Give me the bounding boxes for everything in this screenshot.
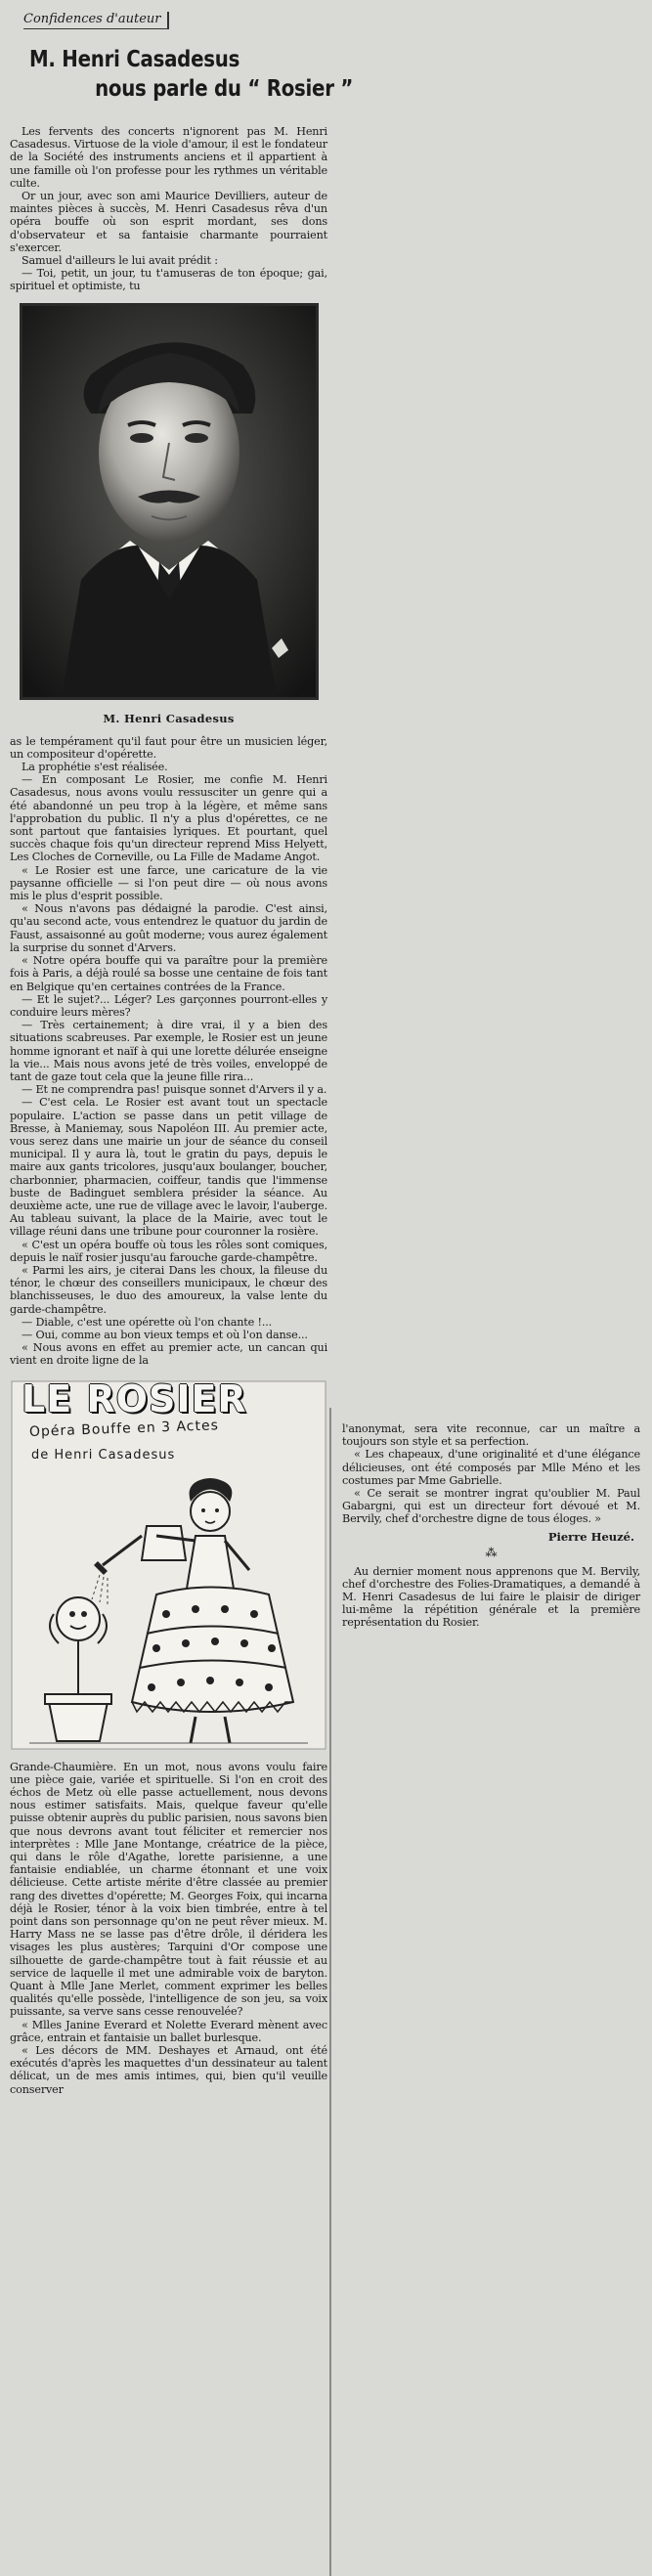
poster-subtitle: Opéra Bouffe en 3 Actes bbox=[28, 1417, 220, 1440]
rubric-label: Confidences d'auteur bbox=[23, 12, 169, 29]
intro-paragraph: — Toi, petit, un jour, tu t'amuseras de ton époque; gai, spirituel et optimiste, tu bbox=[10, 267, 327, 293]
portrait-photo bbox=[20, 303, 319, 700]
postscript-paragraph: Au dernier moment nous apprenons que M. Bervily, chef d'orchestre des Folies-Dramatiques, a demandé à M. Henri Casadesus de lui faire le plaisir de diriger lui-même la répétition générale et la première représentation du Rosier. bbox=[342, 1564, 640, 1630]
intro-paragraph: Les fervents des concerts n'ignorent pas M. Henri Casadesus. Virtuose de la viole d'amour, il est le fondateur de la Société des instruments anciens et il appartient à une famille où l'on professe pour les rythmes un véritable culte. bbox=[10, 125, 327, 190]
column-divider bbox=[329, 1408, 331, 2576]
body-paragraph: « Mlles Janine Everard et Nolette Everard mènent avec grâce, entrain et fantaisie un ballet burlesque. bbox=[10, 2018, 327, 2044]
headline bbox=[29, 45, 354, 104]
poster-author-name: Henri Casadesus bbox=[54, 1447, 176, 1463]
body-paragraph: — En composant Le Rosier, me confie M. Henri Casadesus, nous avons voulu ressusciter un genre qui a été abandonné un peu trop à la légère, et même sans l'approbation du public. Il n'y a plus d'opérettes, ce ne sont partout que fantaisies lyriques. Et pourtant, quel succès chaque fois qu'un directeur reprend Miss Helyett, Les Cloches de Corneville, ou La Fille de Madame Angot. bbox=[10, 773, 327, 864]
poster-author bbox=[31, 1448, 175, 1463]
body-paragraph: — Et ne comprendra pas! puisque sonnet d'Arvers il y a. bbox=[22, 1083, 327, 1097]
body-paragraph: « Notre opéra bouffe qui va paraître pour la première fois à Paris, a déjà roulé sa bosse une centaine de fois tant en Belgique qu'en certaines contrées de la France. bbox=[10, 954, 327, 993]
body-paragraph: « Nous n'avons pas dédaigné la parodie. C'est ainsi, qu'au second acte, vous entendrez le quatuor du jardin de Faust, assaisonné au goût moderne; vous aurez également la surprise du sonnet d'Arvers. bbox=[10, 902, 327, 954]
body-paragraph: Grande-Chaumière. En un mot, nous avons voulu faire une pièce gaie, variée et spirituelle. Si l'on en croit des échos de Metz où elle passe actuellement, nous devons nous estimer satisfaits. Mais, quelque faveur qu'elle puisse obtenir auprès du public parisien, nous savons bien que nous devrons avant tout féliciter et remercier nos interprètes : Mlle Jane Montange, créatrice de la pièce, qui dans le rôle d'Agathe, lorette parisienne, a une fantaisie endiablée, un charme étonnant et une voix délicieuse. Cette artiste mérite d'être classée au premier rang des divettes d'opérette; M. Georges Foix, qui incarna déjà le Rosier, ténor à la voix bien timbrée, entre à tel point dans son personnage qu'on ne peut rêver mieux. M. Harry Mass ne se lasse pas d'être drôle, il déridera les visages les plus austères; Tarquini d'Or compose une silhouette de garde-champêtre tout à fait réussie et au service de laquelle il met une admirable voix de baryton. Quant à Mlle Jane Merlet, comment exprimer les belles qualités qu'elle possède, l'intelligence de son jeu, sa voix puissante, sa verve sans cesse renouvelée? bbox=[10, 1760, 327, 2019]
headline-line-1: M. Henri Casadesus bbox=[29, 47, 240, 72]
body-paragraph: « Les décors de MM. Deshayes et Arnaud, ont été exécutés d'après les maquettes d'un dessinateur au talent délicat, un de mes amis intimes, qui, bien qu'il veuille conserver bbox=[10, 2044, 327, 2096]
asterism-divider: ⁂ bbox=[485, 1545, 498, 1559]
intro-paragraph: Or un jour, avec son ami Maurice Devilliers, auteur de maintes pièces à succès, M. Henri Casadesus rêva d'un opéra bouffe où son esprit mordant, ses dons d'observateur et sa fantaisie charmante pourraient s'exercer. bbox=[10, 190, 327, 254]
headline-line-2: nous parle du “ Rosier ” bbox=[95, 76, 354, 102]
author-signature: Pierre Heuzé. bbox=[547, 1529, 634, 1544]
body-paragraph: as le tempérament qu'il faut pour être un musicien léger, un compositeur d'opérette. bbox=[10, 734, 327, 761]
le-rosier-poster bbox=[10, 1376, 327, 1751]
left-column bbox=[10, 0, 354, 2576]
poster-title: LE ROSIER bbox=[22, 1376, 247, 1420]
body-paragraph: « Parmi les airs, je citerai Dans les choux, la fileuse du ténor, le chœur des conseillers municipaux, le chœur des blanchisseuses, le duo des amoureux, la valse lente du garde-champêtre. bbox=[10, 1263, 327, 1316]
continuation-paragraph: « Ce serait se montrer ingrat qu'oublier M. Paul Gabargni, qui est un directeur fort dévoué et M. Bervily, chef d'orchestre digne de tous éloges. » bbox=[342, 1487, 640, 1526]
body-paragraph: — Et le sujet?... Léger? Les garçonnes pourront-elles y conduire leurs mères? bbox=[10, 992, 327, 1019]
body-paragraph: « C'est un opéra bouffe où tous les rôles sont comiques, depuis le naïf rosier jusqu'au farouche garde-champêtre. bbox=[10, 1238, 327, 1264]
poster-author-prefix: de bbox=[31, 1447, 50, 1463]
body-paragraph: — Diable, c'est une opérette où l'on chante !... bbox=[22, 1315, 273, 1329]
body-paragraph: — Oui, comme au bon vieux temps et où l'on danse... bbox=[22, 1328, 308, 1341]
intro-paragraph: Samuel d'ailleurs le lui avait prédit : bbox=[22, 254, 218, 268]
body-paragraph: — C'est cela. Le Rosier est avant tout un spectacle populaire. L'action se passe dans un petit village de Bresse, à Maniemay, sous Napoléon III. Au premier acte, vous serez dans une mairie un jour de séance du conseil municipal. Il y aura là, tout le gratin du pays, depuis le maire aux gants tricolores, jusqu'aux boulanger, boucher, charbonnier, pharmacien, coiffeur, tandis que l'immense buste de Badinguet semblera présider la séance. Au deuxième acte, une rue de village avec le lavoir, l'auberge. Au tableau suivant, la place de la Mairie, avec tout le village réuni dans une tribune pour couronner la rosière. bbox=[10, 1096, 327, 1239]
body-paragraph: — Très certainement; à dire vrai, il y a bien des situations scabreuses. Par exemple, le Rosier est un jeune homme ignorant et naïf à qui une lorette délurée enseigne la vie... Mais nous avons jeté de très voiles, enveloppé de tant de gaze tout cela que la jeune fille rira... bbox=[10, 1019, 327, 1083]
body-paragraph: « Nous avons en effet au premier acte, un cancan qui vient en droite ligne de la bbox=[10, 1341, 327, 1368]
body-paragraph: « Le Rosier est une farce, une caricature de la vie paysanne officielle — si l'on peut dire — où nous avons mis le plus d'esprit possible. bbox=[10, 863, 327, 903]
continuation-paragraph: l'anonymat, sera vite reconnue, car un maître a toujours son style et sa perfection. bbox=[342, 1422, 640, 1449]
continuation-paragraph: « Les chapeaux, d'une originalité et d'une élégance délicieuses, ont été composés par Mlle Méno et les costumes par Mme Gabrielle. bbox=[342, 1448, 640, 1487]
body-paragraph: La prophétie s'est réalisée. bbox=[22, 761, 168, 774]
right-column bbox=[342, 1422, 640, 1630]
portrait-illustration bbox=[22, 306, 316, 697]
photo-caption: M. Henri Casadesus bbox=[103, 711, 235, 725]
